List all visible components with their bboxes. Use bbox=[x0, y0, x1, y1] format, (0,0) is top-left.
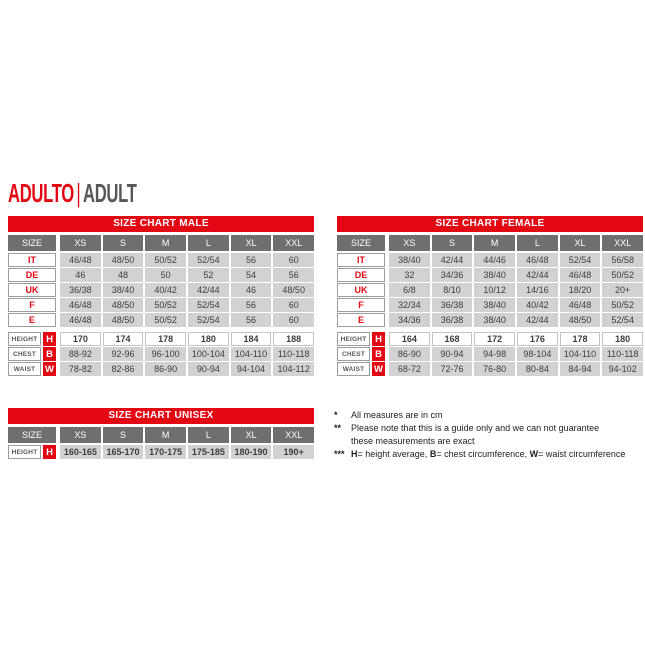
size-value-cell: 54 bbox=[231, 268, 272, 282]
size-row-cells bbox=[389, 268, 643, 282]
row-label-area bbox=[337, 268, 385, 282]
page-title bbox=[8, 180, 209, 207]
size-value-cell: 56 bbox=[273, 268, 314, 282]
footnote bbox=[334, 448, 642, 461]
size-row-cells bbox=[389, 283, 643, 297]
measure-value-cell: 94-102 bbox=[602, 362, 643, 376]
measure-badge: W bbox=[372, 362, 385, 376]
size-row bbox=[337, 268, 643, 282]
footnote-segment: H bbox=[351, 449, 358, 459]
measure-value-cell: 84-94 bbox=[560, 362, 601, 376]
measure-label: CHEST bbox=[337, 347, 370, 361]
size-value-cell: 38/40 bbox=[474, 313, 515, 327]
page-title-text bbox=[8, 180, 137, 206]
measure-value-cell: 164 bbox=[389, 332, 430, 346]
size-value-cell: 48/50 bbox=[560, 313, 601, 327]
size-value-cell: 38/40 bbox=[474, 268, 515, 282]
size-corner-cell: SIZE bbox=[8, 235, 56, 251]
measure-badge: H bbox=[43, 332, 56, 346]
measure-value-cell: 100-104 bbox=[188, 347, 229, 361]
size-value-cell: 52/54 bbox=[188, 313, 229, 327]
size-value-cell: 46/48 bbox=[517, 253, 558, 267]
size-value-cell: 38/40 bbox=[103, 283, 144, 297]
footnote-text bbox=[351, 422, 642, 448]
measure-value-cell: 104-112 bbox=[273, 362, 314, 376]
footnote-text bbox=[351, 409, 642, 422]
measure-row bbox=[337, 347, 643, 361]
region-label: IT bbox=[8, 253, 56, 267]
footnote-segment: Please note that this is a guide only and we can not guarantee bbox=[351, 423, 600, 433]
column-header-cell: XL bbox=[560, 235, 601, 251]
size-value-cell: 46/48 bbox=[560, 298, 601, 312]
size-value-cell: 34/36 bbox=[389, 313, 430, 327]
measure-label: WAIST bbox=[337, 362, 370, 376]
measure-value-cell: 184 bbox=[231, 332, 272, 346]
size-value-cell: 48/50 bbox=[103, 313, 144, 327]
size-value-cell: 36/38 bbox=[432, 313, 473, 327]
size-value-cell: 48 bbox=[103, 268, 144, 282]
male-table-title: SIZE CHART MALE bbox=[8, 216, 314, 232]
region-label: UK bbox=[337, 283, 385, 297]
measure-value-cell: 86-90 bbox=[145, 362, 186, 376]
region-label: E bbox=[337, 313, 385, 327]
measure-label-area bbox=[8, 347, 56, 361]
measure-value-cell: 170 bbox=[60, 332, 101, 346]
size-row bbox=[8, 313, 314, 327]
measure-row-cells bbox=[389, 347, 643, 361]
footnote-marker: *** bbox=[334, 449, 345, 459]
size-value-cell: 38/40 bbox=[389, 253, 430, 267]
measure-row bbox=[337, 362, 643, 376]
measure-badge: H bbox=[43, 445, 56, 459]
measure-label-area bbox=[8, 445, 56, 459]
footnote-segment: B bbox=[429, 449, 437, 459]
column-header-cell: XS bbox=[60, 235, 101, 251]
footnote-marker: * bbox=[334, 410, 338, 420]
size-row bbox=[337, 253, 643, 267]
footnote-marker: ** bbox=[334, 423, 342, 433]
measure-value-cell: 178 bbox=[560, 332, 601, 346]
measure-value-cell: 180-190 bbox=[231, 445, 272, 459]
size-value-cell: 32/34 bbox=[389, 298, 430, 312]
measure-label: HEIGHT bbox=[8, 445, 41, 459]
region-label: F bbox=[337, 298, 385, 312]
footnote bbox=[334, 422, 642, 448]
size-value-cell: 20+ bbox=[602, 283, 643, 297]
measure-label-area bbox=[337, 332, 385, 346]
column-header-cell: L bbox=[188, 235, 229, 251]
footnote-segment: these measurements are exact bbox=[351, 436, 475, 446]
footnote bbox=[334, 409, 642, 422]
measure-value-cell: 170-175 bbox=[145, 445, 186, 459]
measure-value-cell: 88-92 bbox=[60, 347, 101, 361]
region-label: E bbox=[8, 313, 56, 327]
measure-label-area bbox=[337, 362, 385, 376]
measure-row-cells bbox=[389, 362, 643, 376]
page-title-separator: | bbox=[76, 178, 81, 208]
measure-value-cell: 176 bbox=[517, 332, 558, 346]
measure-value-cell: 72-76 bbox=[432, 362, 473, 376]
column-header-cell: XS bbox=[389, 235, 430, 251]
size-value-cell: 50/52 bbox=[602, 268, 643, 282]
footnote-segment: W bbox=[529, 449, 539, 459]
measure-value-cell: 168 bbox=[432, 332, 473, 346]
size-corner-cell: SIZE bbox=[8, 427, 56, 443]
size-value-cell: 56/58 bbox=[602, 253, 643, 267]
measure-row bbox=[8, 347, 314, 361]
size-value-cell: 44/46 bbox=[474, 253, 515, 267]
measure-value-cell: 188 bbox=[273, 332, 314, 346]
region-label: F bbox=[8, 298, 56, 312]
measure-value-cell: 110-118 bbox=[273, 347, 314, 361]
size-row bbox=[337, 283, 643, 297]
column-header-cell: XXL bbox=[273, 427, 314, 443]
measure-value-cell: 104-110 bbox=[560, 347, 601, 361]
column-header-cell: XL bbox=[231, 235, 272, 251]
size-row-cells bbox=[389, 313, 643, 327]
measure-value-cell: 76-80 bbox=[474, 362, 515, 376]
footnote-text bbox=[351, 448, 642, 461]
size-value-cell: 14/16 bbox=[517, 283, 558, 297]
size-value-cell: 52/54 bbox=[188, 253, 229, 267]
size-row bbox=[8, 283, 314, 297]
size-value-cell: 52 bbox=[188, 268, 229, 282]
row-label-area bbox=[8, 283, 56, 297]
size-value-cell: 36/38 bbox=[432, 298, 473, 312]
measure-value-cell: 98-104 bbox=[517, 347, 558, 361]
size-row-cells bbox=[60, 253, 314, 267]
column-header-cell: L bbox=[517, 235, 558, 251]
measure-label-area bbox=[337, 347, 385, 361]
measure-value-cell: 92-96 bbox=[103, 347, 144, 361]
measure-value-cell: 86-90 bbox=[389, 347, 430, 361]
size-chart-female-table bbox=[337, 216, 643, 377]
measure-value-cell: 180 bbox=[602, 332, 643, 346]
measure-label: HEIGHT bbox=[8, 332, 41, 346]
size-value-cell: 34/36 bbox=[432, 268, 473, 282]
measure-value-cell: 175-185 bbox=[188, 445, 229, 459]
row-label-area bbox=[8, 313, 56, 327]
region-label: DE bbox=[337, 268, 385, 282]
row-label-area bbox=[337, 283, 385, 297]
size-value-cell: 50/52 bbox=[602, 298, 643, 312]
size-value-cell: 46 bbox=[60, 268, 101, 282]
header-cells bbox=[389, 235, 643, 251]
row-label-area bbox=[8, 253, 56, 267]
header-cells bbox=[60, 235, 314, 251]
header-label-area bbox=[8, 427, 56, 443]
size-value-cell: 32 bbox=[389, 268, 430, 282]
size-value-cell: 42/44 bbox=[517, 268, 558, 282]
column-header-cell: XL bbox=[231, 427, 272, 443]
size-row bbox=[8, 268, 314, 282]
header-cells bbox=[60, 427, 314, 443]
size-row-cells bbox=[60, 283, 314, 297]
row-label-area bbox=[8, 298, 56, 312]
size-value-cell: 60 bbox=[273, 298, 314, 312]
size-value-cell: 56 bbox=[231, 313, 272, 327]
size-value-cell: 56 bbox=[231, 253, 272, 267]
footnote-segment: = waist circumference bbox=[538, 449, 626, 459]
region-label: DE bbox=[8, 268, 56, 282]
measure-value-cell: 94-98 bbox=[474, 347, 515, 361]
page-title-primary: ADULTO bbox=[8, 178, 74, 208]
size-value-cell: 42/44 bbox=[432, 253, 473, 267]
size-value-cell: 8/10 bbox=[432, 283, 473, 297]
measure-value-cell: 90-94 bbox=[432, 347, 473, 361]
row-label-area bbox=[337, 253, 385, 267]
size-row bbox=[8, 298, 314, 312]
measure-row bbox=[8, 445, 314, 459]
size-value-cell: 50/52 bbox=[145, 298, 186, 312]
size-corner-cell: SIZE bbox=[337, 235, 385, 251]
measure-value-cell: 160-165 bbox=[60, 445, 101, 459]
region-label: UK bbox=[8, 283, 56, 297]
measure-label-area bbox=[8, 362, 56, 376]
measure-row-cells bbox=[60, 362, 314, 376]
size-value-cell: 40/42 bbox=[145, 283, 186, 297]
size-value-cell: 60 bbox=[273, 253, 314, 267]
measure-row bbox=[337, 332, 643, 346]
size-row-cells bbox=[389, 253, 643, 267]
column-header-cell: S bbox=[103, 235, 144, 251]
header-label-area bbox=[8, 235, 56, 251]
size-value-cell: 18/20 bbox=[560, 283, 601, 297]
size-value-cell: 46/48 bbox=[560, 268, 601, 282]
measure-value-cell: 96-100 bbox=[145, 347, 186, 361]
size-value-cell: 52/54 bbox=[188, 298, 229, 312]
measure-row bbox=[8, 332, 314, 346]
measure-row-cells bbox=[60, 347, 314, 361]
size-row-cells bbox=[60, 313, 314, 327]
size-row-cells bbox=[60, 268, 314, 282]
measure-label: WAIST bbox=[8, 362, 41, 376]
measure-value-cell: 82-86 bbox=[103, 362, 144, 376]
size-value-cell: 52/54 bbox=[602, 313, 643, 327]
size-chart-male-table bbox=[8, 216, 314, 377]
footnote-line bbox=[351, 422, 642, 435]
measure-value-cell: 90-94 bbox=[188, 362, 229, 376]
size-value-cell: 42/44 bbox=[517, 313, 558, 327]
measure-value-cell: 94-104 bbox=[231, 362, 272, 376]
size-value-cell: 36/38 bbox=[60, 283, 101, 297]
row-label-area bbox=[337, 298, 385, 312]
footnote-line bbox=[351, 409, 642, 422]
unisex-table-title: SIZE CHART UNISEX bbox=[8, 408, 314, 424]
measure-value-cell: 104-110 bbox=[231, 347, 272, 361]
row-label-area bbox=[8, 268, 56, 282]
footnote-segment: = chest circumference, bbox=[436, 449, 530, 459]
size-value-cell: 10/12 bbox=[474, 283, 515, 297]
size-value-cell: 50/52 bbox=[145, 253, 186, 267]
measure-label: HEIGHT bbox=[337, 332, 370, 346]
measure-value-cell: 80-84 bbox=[517, 362, 558, 376]
size-value-cell: 46/48 bbox=[60, 313, 101, 327]
column-header-cell: XXL bbox=[602, 235, 643, 251]
column-header-row bbox=[337, 235, 643, 251]
size-value-cell: 60 bbox=[273, 313, 314, 327]
size-value-cell: 46/48 bbox=[60, 253, 101, 267]
footnotes bbox=[334, 409, 642, 461]
size-value-cell: 50 bbox=[145, 268, 186, 282]
column-header-cell: XXL bbox=[273, 235, 314, 251]
size-chart-unisex-table bbox=[8, 408, 314, 460]
size-value-cell: 56 bbox=[231, 298, 272, 312]
measure-value-cell: 190+ bbox=[273, 445, 314, 459]
measure-value-cell: 110-118 bbox=[602, 347, 643, 361]
size-row bbox=[337, 298, 643, 312]
female-table-title: SIZE CHART FEMALE bbox=[337, 216, 643, 232]
column-header-cell: S bbox=[103, 427, 144, 443]
size-value-cell: 40/42 bbox=[517, 298, 558, 312]
size-value-cell: 6/8 bbox=[389, 283, 430, 297]
size-value-cell: 50/52 bbox=[145, 313, 186, 327]
column-header-row bbox=[8, 427, 314, 443]
footnote-line bbox=[351, 435, 642, 448]
column-header-cell: S bbox=[432, 235, 473, 251]
row-label-area bbox=[337, 313, 385, 327]
measure-label: CHEST bbox=[8, 347, 41, 361]
measure-value-cell: 165-170 bbox=[103, 445, 144, 459]
column-header-cell: M bbox=[145, 427, 186, 443]
size-value-cell: 48/50 bbox=[273, 283, 314, 297]
size-value-cell: 48/50 bbox=[103, 253, 144, 267]
measure-badge: B bbox=[43, 347, 56, 361]
column-header-row bbox=[8, 235, 314, 251]
region-label: IT bbox=[337, 253, 385, 267]
measure-label-area bbox=[8, 332, 56, 346]
size-value-cell: 46 bbox=[231, 283, 272, 297]
size-row-cells bbox=[389, 298, 643, 312]
column-header-cell: M bbox=[474, 235, 515, 251]
measure-row-cells bbox=[60, 332, 314, 346]
size-value-cell: 42/44 bbox=[188, 283, 229, 297]
footnote-segment: All measures are in cm bbox=[351, 410, 443, 420]
measure-value-cell: 68-72 bbox=[389, 362, 430, 376]
header-label-area bbox=[337, 235, 385, 251]
size-value-cell: 46/48 bbox=[60, 298, 101, 312]
measure-value-cell: 180 bbox=[188, 332, 229, 346]
size-value-cell: 38/40 bbox=[474, 298, 515, 312]
footnote-segment: = height average, bbox=[357, 449, 430, 459]
measure-value-cell: 172 bbox=[474, 332, 515, 346]
measure-value-cell: 174 bbox=[103, 332, 144, 346]
page-title-secondary: ADULT bbox=[83, 178, 137, 208]
footnote-line bbox=[351, 448, 642, 461]
measure-row bbox=[8, 362, 314, 376]
size-value-cell: 52/54 bbox=[560, 253, 601, 267]
column-header-cell: XS bbox=[60, 427, 101, 443]
measure-row-cells bbox=[389, 332, 643, 346]
size-row bbox=[337, 313, 643, 327]
column-header-cell: L bbox=[188, 427, 229, 443]
measure-row-cells bbox=[60, 445, 314, 459]
size-row bbox=[8, 253, 314, 267]
measure-value-cell: 78-82 bbox=[60, 362, 101, 376]
size-row-cells bbox=[60, 298, 314, 312]
measure-badge: W bbox=[43, 362, 56, 376]
measure-value-cell: 178 bbox=[145, 332, 186, 346]
size-value-cell: 48/50 bbox=[103, 298, 144, 312]
measure-badge: H bbox=[372, 332, 385, 346]
measure-badge: B bbox=[372, 347, 385, 361]
column-header-cell: M bbox=[145, 235, 186, 251]
